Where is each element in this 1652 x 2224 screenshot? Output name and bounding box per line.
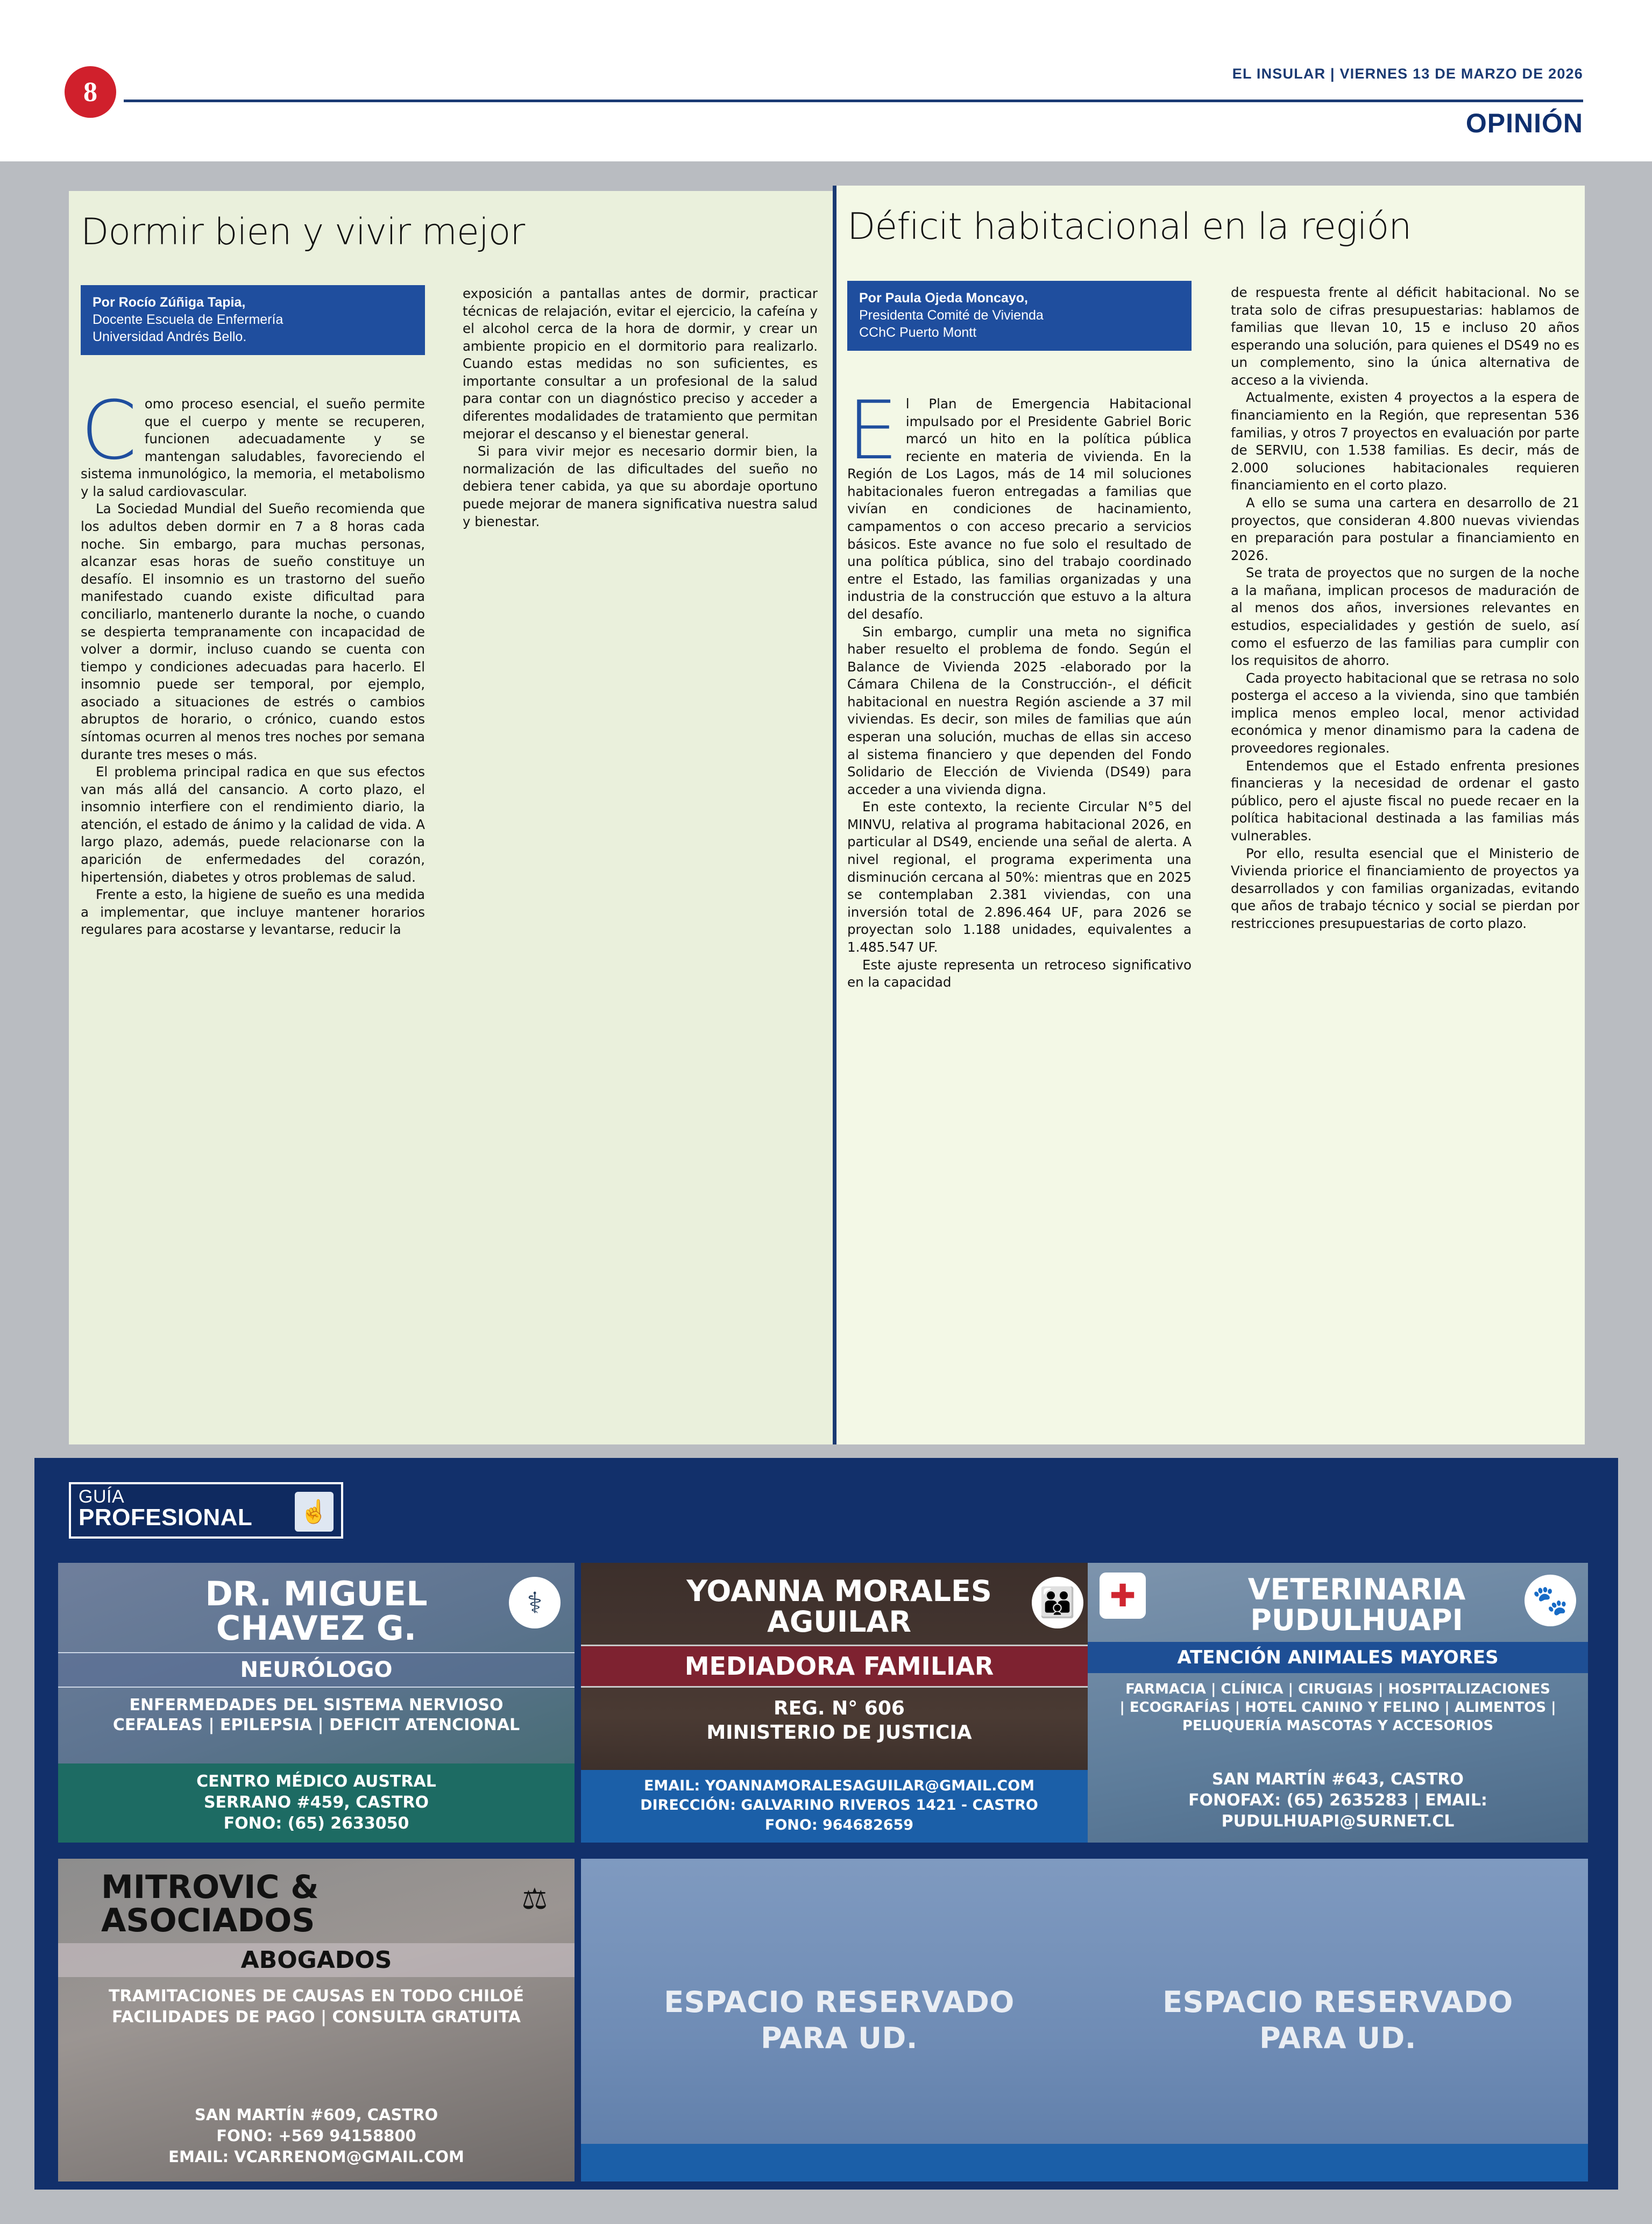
ad4-footer-line2: FONO: +569 94158800: [216, 2126, 416, 2145]
ad3-footer-line2: FONOFAX: (65) 2635283 | EMAIL:: [1188, 1791, 1487, 1810]
section-title: OPINIÓN: [1465, 108, 1583, 138]
ad4-title-line2: ASOCIADOS: [101, 1902, 315, 1940]
paragraph: de respuesta frente al déficit habitacional. No se trata solo de cifras presupuestarias: hablamos de familias que llevan 10, 15 e incluso 20 años esperando una solución, para quienes el DS49 no es un complemento, sino la única alternativa de acceso a la vivienda.: [1231, 285, 1579, 388]
ad1-line2: CEFALEAS | EPILEPSIA | DEFICIT ATENCIONAL: [112, 1716, 520, 1735]
article-headline-2: Déficit habitacional en la región: [847, 206, 1412, 248]
paragraph: exposición a pantallas antes de dormir, practicar técnicas de relajación, evitar el ejercicio, la cafeína y el alcohol cerca de la hora de dormir, y crear un ambiente propicio en el dormitorio para realizarlo. Cuando estas medidas no son suficientes, es importante consultar a un profesional de la salud para contar con un diagnóstico preciso y acceder a diferentes modalidades de tratamiento que permitan mejorar el descanso y el bienestar general.: [463, 286, 818, 442]
guide-title-line2: PROFESIONAL: [79, 1504, 253, 1531]
ad1-footer-line3: FONO: (65) 2633050: [223, 1814, 409, 1833]
byline-author-2: Por Paula Ojeda Moncayo,: [859, 291, 1028, 306]
ad4-line1: TRAMITACIONES DE CAUSAS EN TODO CHILOÉ: [108, 1986, 524, 2006]
ad6-line1: ESPACIO RESERVADO: [1162, 1985, 1513, 2019]
ad3-band: ATENCIÓN ANIMALES MAYORES: [1088, 1642, 1588, 1673]
paragraph: Sin embargo, cumplir una meta no significa haber resuelto el problema de fondo. Según el Balance de Vivienda 2025 -elaborado por la Cámara Chilena de la Construcción-, el déficit habitacional en nuestra Región asciende a 37 mil viviendas. Es decir, son miles de familias que aún esperan una solución, muchas de ellas sin acceso al sistema financiero y que dependen del Fondo Solidario de Elección de Vivienda (DS49) para acceder a una vivienda digna.: [847, 624, 1192, 797]
ad5-line1: ESPACIO RESERVADO: [664, 1985, 1015, 2019]
ad5-line2: PARA UD.: [761, 2021, 918, 2055]
ad4-footer-line1: SAN MARTÍN #609, CASTRO: [194, 2105, 438, 2124]
ad1-footer-line2: SERRANO #459, CASTRO: [203, 1793, 429, 1812]
ad3-footer-line1: SAN MARTÍN #643, CASTRO: [1212, 1770, 1464, 1789]
ad-yoanna-morales-aguilar[interactable]: [581, 1563, 1097, 1843]
paragraph: El problema principal radica en que sus efectos van más allá del cansancio. A corto plazo, el insomnio interfiere con el rendimiento diario, la atención, el estado de ánimo y la calidad de vida. A largo plazo, además, puede relacionarse con la aparición de enfermedades del corazón, hipertensión, diabetes y otros problemas de salud.: [81, 764, 425, 885]
ad1-footer-line1: CENTRO MÉDICO AUSTRAL: [196, 1772, 436, 1791]
ad2-footer-line3: FONO: 964682659: [764, 1816, 914, 1833]
paragraph: l Plan de Emergencia Habitacional impulsado por el Presidente Gabriel Boric marcó un hito en la política pública reciente en materia de vivienda. En la Región de Los Lagos, más de 14 mil soluciones habitacionales fueron entregadas a familias que vivían en condiciones de hacinamiento, campamentos o con acceso precario a servicios básicos. Este avance no fue solo el resultado de una política pública, sino del trabajo coordinado entre el Estado, las familias organizadas y una industria de la construcción que estuvo a la altura del desafío.: [847, 396, 1192, 622]
article-2-column-2: [1231, 284, 1579, 1408]
ad2-band: MEDIADORA FAMILIAR: [581, 1645, 1097, 1688]
ad4-footer-line3: EMAIL: VCARRENOM@GMAIL.COM: [168, 2147, 464, 2166]
hand-pointer-icon: ☝: [295, 1492, 334, 1532]
header-divider: [124, 100, 1583, 102]
ad3-line3: PELUQUERÍA MASCOTAS Y ACCESORIOS: [1182, 1717, 1494, 1734]
paragraph: A ello se suma una cartera en desarrollo de 21 proyectos, que consideran 4.800 nuevas viviendas en preparación para postular a financiamiento en 2026.: [1231, 494, 1579, 563]
byline-role-2a: Presidenta Comité de Vivienda: [859, 308, 1044, 323]
ad-mitrovic-asociados[interactable]: [58, 1859, 575, 2181]
byline-role-1a: Docente Escuela de Enfermería: [93, 312, 283, 327]
article-2-column-1: [847, 384, 1192, 1407]
ad3-line1: FARMACIA | CLÍNICA | CIRUGIAS | HOSPITALIZACIONES: [1125, 1681, 1550, 1698]
paw-icon: 🐾: [1525, 1575, 1576, 1626]
byline-author-1: Por Rocío Zúñiga Tapia,: [93, 295, 246, 310]
page-number-badge: 8: [65, 66, 116, 118]
ad1-line1: ENFERMEDADES DEL SISTEMA NERVIOSO: [129, 1695, 504, 1715]
paragraph: Si para vivir mejor es necesario dormir bien, la normalización de las dificultades del sueño no debiera tener cabida, ya que su abordaje oportuno puede mejorar de manera significativa nuestra salud y bienestar.: [463, 443, 818, 529]
paragraph: omo proceso esencial, el sueño permite que el cuerpo y mente se recuperen, funcionen adecuadamente y se mantengan saludables, favoreciendo el sistema inmunológico, la memoria, el metabolismo y la salud cardiovascular.: [81, 396, 425, 499]
ad1-title-line2: CHAVEZ G.: [216, 1608, 417, 1648]
ad2-title-line1: YOANNA MORALES: [686, 1574, 992, 1608]
article-byline-2: [847, 281, 1192, 351]
medical-cross-icon: ✚: [1100, 1573, 1146, 1619]
ad3-line2: | ECOGRAFÍAS | HOTEL CANINO Y FELINO | ALIMENTOS |: [1119, 1699, 1556, 1716]
ad3-title-line2: PUDULHUAPI: [1250, 1603, 1463, 1637]
ad2-title-line2: AGUILAR: [767, 1605, 911, 1639]
paragraph: Frente a esto, la higiene de sueño es una medida a implementar, que incluye mantener horarios regulares para acostarse y levantarse, reducir la: [81, 887, 425, 938]
ad-dr-miguel-chavez[interactable]: [58, 1563, 575, 1843]
guide-title-line1: GUÍA: [79, 1486, 125, 1507]
article-1-column-2: [463, 285, 818, 662]
dropcap-2: E: [847, 384, 898, 478]
ad6-line2: PARA UD.: [1259, 2021, 1416, 2055]
paragraph: En este contexto, la reciente Circular N°5 del MINVU, relativa al programa habitacional 2026, en particular al DS49, enciende una señal de alerta. A nivel regional, el programa experimenta una disminución cercana al 50%: mientras que en 2025 se contemplaban 2.381 viviendas, con una inversión total de 2.896.464 UF, para 2026 se proyectan solo 1.188 unidades, equivalentes a 1.485.547 UF.: [847, 799, 1192, 955]
page-header: [0, 0, 1652, 161]
ad2-line1: REG. N° 606: [774, 1697, 905, 1720]
byline-role-2b: CChC Puerto Montt: [859, 325, 977, 340]
paragraph: La Sociedad Mundial del Sueño recomienda que los adultos deben dormir en 7 a 8 horas cada noche. Sin embargo, para muchas personas, alcanzar esas horas de sueño constituye un desafío. El insomnio es un trastorno del sueño manifestado cuando existe dificultad para conciliarlo, mantenerlo durante la noche, o cuando se despierta tempranamente con incapacidad de volver a dormir, incluso cuando se cuenta con tiempo y condiciones adecuadas para hacerlo. El insomnio puede ser temporal, por ejemplo, asociado a situaciones de estrés o cambios abruptos de horario, o crónico, cuando estos síntomas ocurren al menos tres noches por semana durante tres meses o más.: [81, 501, 425, 762]
ad3-footer-line3: PUDULHUAPI@SURNET.CL: [1221, 1812, 1455, 1831]
dropcap-1: C: [81, 384, 137, 478]
ad2-line2: MINISTERIO DE JUSTICIA: [706, 1722, 972, 1744]
ad4-title-line1: MITROVIC &: [101, 1868, 319, 1906]
doctor-icon: ⚕: [509, 1577, 561, 1628]
ad4-line2: FACILIDADES DE PAGO | CONSULTA GRATUITA: [111, 2007, 521, 2027]
paragraph: Entendemos que el Estado enfrenta presiones financieras y la necesidad de ordenar el gasto público, pero el ajuste fiscal no puede recaer en la política habitacional destinada a las familias más vulnerables.: [1231, 757, 1579, 844]
ad1-title-line1: DR. MIGUEL: [205, 1574, 428, 1613]
family-icon: 👪: [1032, 1577, 1083, 1628]
professional-guide-logo: [69, 1482, 343, 1539]
ad-veterinaria-pudulhuapi[interactable]: [1088, 1563, 1588, 1843]
paragraph: Se trata de proyectos que no surgen de la noche a la mañana, implican procesos de maduración de al menos dos años, inversiones relevantes en estudios, especialidades y gestión de suelo, así como el esfuerzo de las familias para cumplir con los requisitos de ahorro.: [1231, 565, 1579, 669]
masthead-meta: EL INSULAR | VIERNES 13 DE MARZO DE 2026: [1232, 66, 1583, 82]
ad6-footer-bar: [1088, 2144, 1588, 2181]
byline-role-1b: Universidad Andrés Bello.: [93, 329, 247, 344]
ad2-footer-line2: DIRECCIÓN: GALVARINO RIVEROS 1421 - CASTRO: [640, 1797, 1038, 1814]
article-1-column-1: [81, 384, 425, 1407]
article-panel-right-accent: [833, 186, 836, 1444]
ad1-subtitle: NEURÓLOGO: [58, 1652, 575, 1688]
ad4-subtitle: ABOGADOS: [58, 1943, 575, 1977]
ad2-footer-line1: EMAIL: YOANNAMORALESAGUILAR@GMAIL.COM: [643, 1777, 1035, 1794]
paragraph: Por ello, resulta esencial que el Ministerio de Vivienda priorice el financiamiento de proyectos ya desarrollados y con familias organizadas, evitando que años de trabajo técnico y social se pierdan por restricciones presupuestarias de corto plazo.: [1231, 845, 1579, 931]
paragraph: Cada proyecto habitacional que se retrasa no solo posterga el acceso a la vivienda, sino que también implica menos empleo local, menor actividad económica y menor dinamismo para la cadena de proveedores regionales.: [1231, 670, 1579, 756]
article-headline-1: Dormir bien y vivir mejor: [81, 211, 525, 253]
article-byline-1: [81, 285, 425, 355]
paragraph: Actualmente, existen 4 proyectos a la espera de financiamiento en la Región, que representan 536 familias, y otros 7 proyectos en evaluación por parte de SERVIU, con 1.538 familias. Es decir, más de 2.000 soluciones habitacionales requieren financiamiento en el corto plazo.: [1231, 389, 1579, 493]
ad3-title-line1: VETERINARIA: [1247, 1573, 1466, 1606]
paragraph: Este ajuste representa un retroceso significativo en la capacidad: [847, 957, 1192, 990]
ad-espacio-reservado-2[interactable]: [1088, 1859, 1588, 2181]
ad-espacio-reservado-1[interactable]: [581, 1859, 1097, 2181]
scales-icon: ⚖: [521, 1881, 548, 1916]
ad5-footer-bar: [581, 2144, 1097, 2181]
